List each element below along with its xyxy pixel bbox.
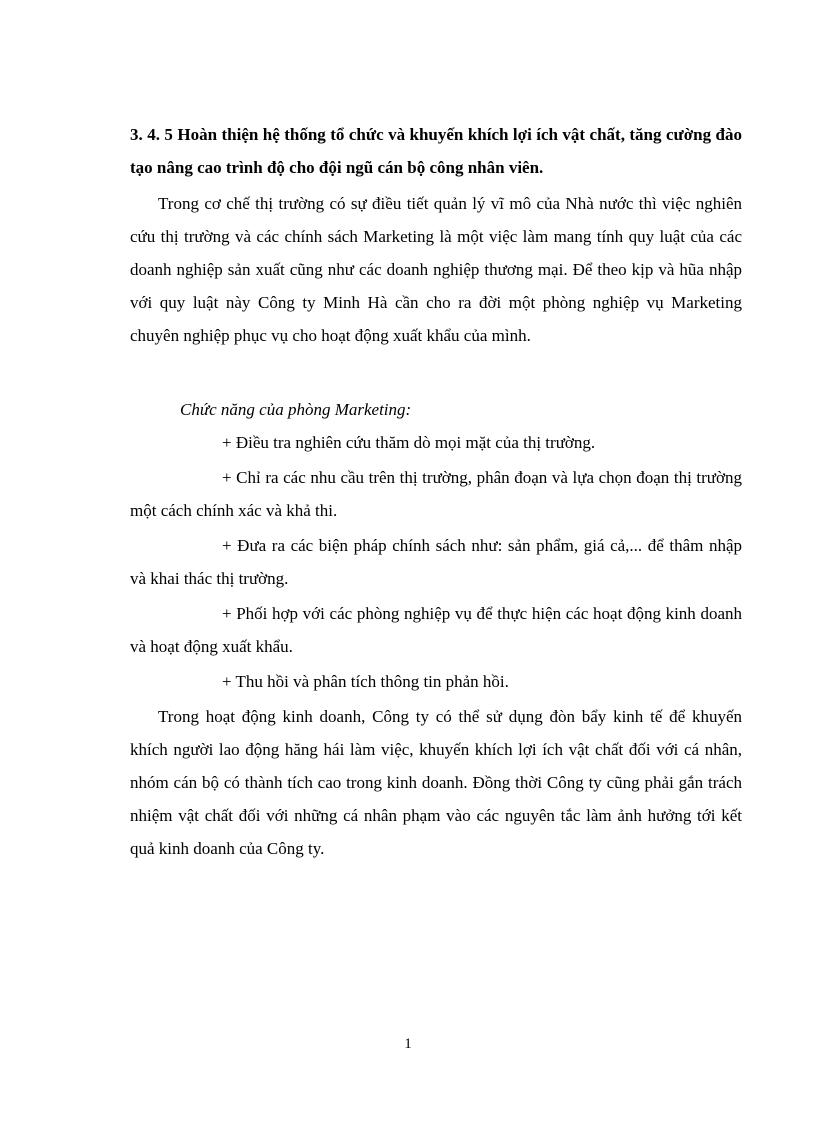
paragraph-marketing-research: Trong cơ chế thị trường có sự điều tiết quản lý vĩ mô của Nhà nước thì việc nghiên cứu thị trường và các chính sách Marketing là một việc làm mang tính quy luật của các doanh nghiệp sản xuất cũng như các doanh nghiệp thương mại. Để theo kịp và hũa nhập với quy luật này Công ty Minh Hà cần cho ra đời một phòng nghiệp vụ Marketing chuyên nghiệp phục vụ cho hoạt động xuất khẩu của mình.: [130, 194, 742, 345]
list-item: + Thu hồi và phân tích thông tin phản hồi.: [222, 672, 509, 691]
list-item: + Chỉ ra các nhu cầu trên thị trường, phân đoạn và lựa chọn đoạn thị trường một cách chính xác và khả thi.: [130, 468, 742, 520]
list-item: + Đưa ra các biện pháp chính sách như: sản phẩm, giá cả,... để thâm nhập và khai thác thị trường.: [130, 536, 742, 588]
list-item: + Điều tra nghiên cứu thăm dò mọi mặt của thị trường.: [222, 433, 596, 452]
page-number: 1: [404, 1036, 412, 1052]
section-heading: 3. 4. 5 Hoàn thiện hệ thống tổ chức và khuyến khích lợi ích vật chất, tăng cường đào tạo nâng cao trình độ cho đội ngũ cán bộ công nhân viên.: [130, 125, 742, 177]
functions-list: [130, 426, 742, 700]
functions-label: Chức năng của phòng Marketing:: [180, 400, 412, 419]
paragraph-incentives: Trong hoạt động kinh doanh, Công ty có thể sử dụng đòn bẩy kinh tế để khuyến khích người lao động hăng hái làm việc, khuyến khích lợi ích vật chất đối với cá nhân, nhóm cán bộ có thành tích cao trong kinh doanh. Đồng thời Công ty cũng phải gắn trách nhiệm vật chất đối với những cá nhân phạm vào các nguyên tắc làm ảnh hưởng tới kết quả kinh doanh của Công ty.: [130, 707, 742, 858]
list-item: + Phối hợp với các phòng nghiệp vụ để thực hiện các hoạt động kinh doanh và hoạt động xuất khẩu.: [130, 604, 742, 656]
